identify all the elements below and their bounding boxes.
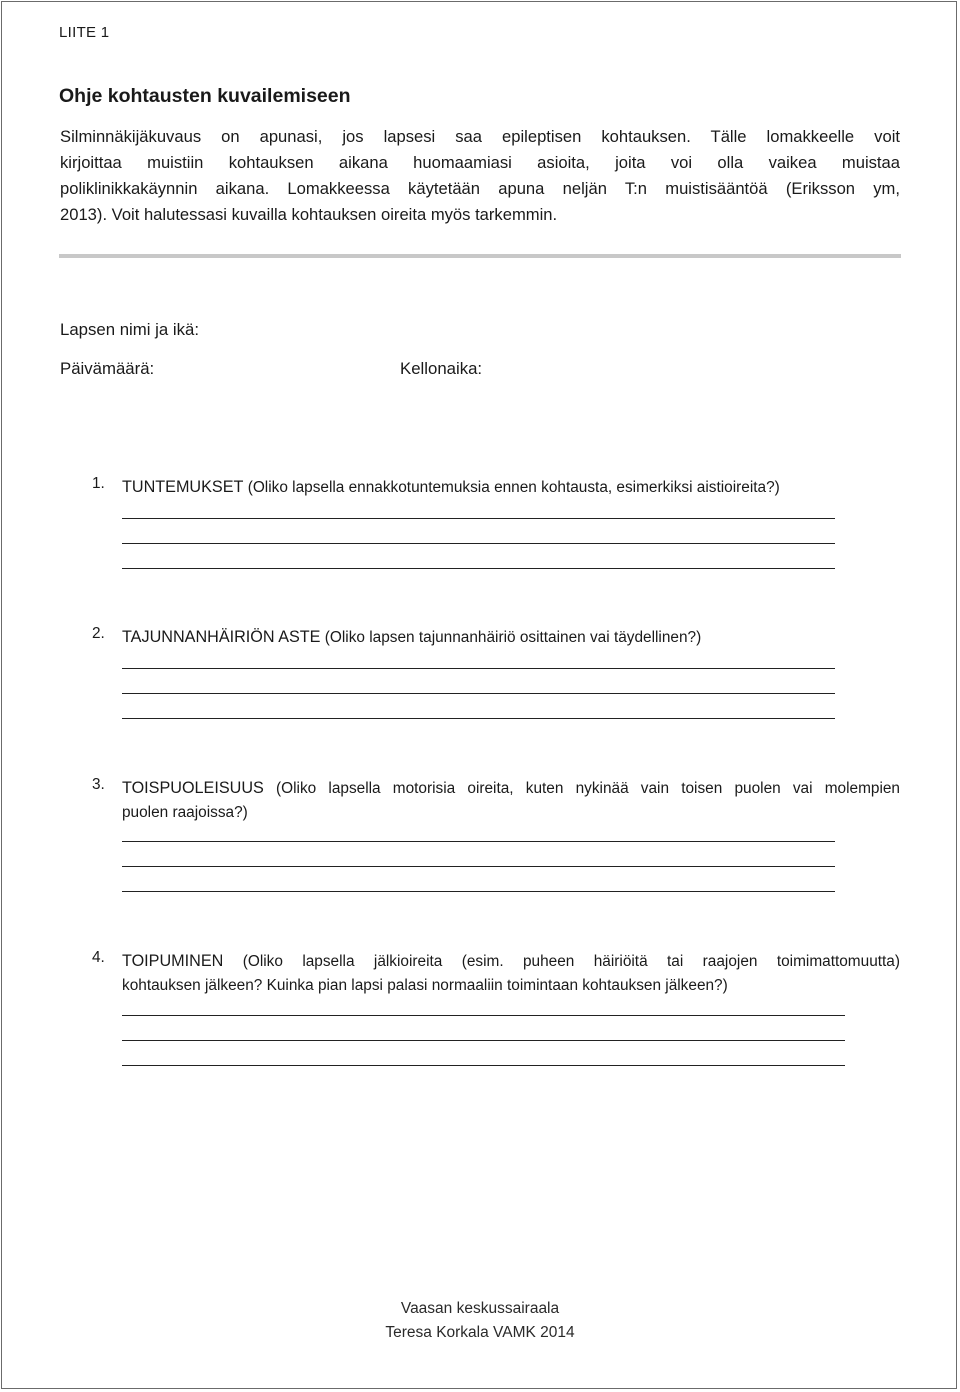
intro-line: poliklinikkakäynnin aikana. Lomakkeessa käytetään apuna neljän T:n muistisääntöä (Eriksson ym,: [60, 179, 900, 198]
answer-line[interactable]: [122, 866, 835, 867]
intro-line: 2013). Voit halutessasi kuvailla kohtauksen oireita myös tarkemmin.: [60, 205, 558, 224]
question-number: 3.: [92, 776, 105, 793]
answer-line[interactable]: [122, 543, 835, 544]
answer-line[interactable]: [122, 1015, 845, 1016]
appendix-label: LIITE 1: [59, 24, 110, 41]
question-4: [122, 949, 900, 998]
question-heading: TUNTEMUKSET: [122, 478, 244, 496]
intro-line: kirjoittaa muistiin kohtauksen aikana huomaamiasi asioita, joita voi olla vaikea muistaa: [60, 153, 900, 172]
question-prompt: (Oliko lapsella motorisia oireita, kuten nykinää vain toisen puolen vai molempien: [276, 780, 900, 797]
question-number: 2.: [92, 625, 105, 642]
question-heading: TOIPUMINEN: [122, 952, 224, 970]
question-3: [122, 776, 900, 825]
answer-line[interactable]: [122, 1040, 845, 1041]
question-prompt: (Oliko lapsen tajunnanhäiriö osittainen vai täydellinen?): [324, 629, 702, 646]
section-divider: [59, 254, 901, 258]
question-number: 4.: [92, 949, 105, 966]
question-prompt: (Oliko lapsella jälkioireita (esim. puheen häiriöitä tai raajojen toimimattomuutta): [242, 953, 900, 970]
child-name-label: Lapsen nimi ja ikä:: [60, 320, 199, 339]
answer-line[interactable]: [122, 668, 835, 669]
time-label: Kellonaika:: [400, 359, 483, 378]
question-1: [122, 475, 902, 500]
question-prompt: puolen raajoissa?): [122, 804, 248, 821]
intro-line: Silminnäkijäkuvaus on apunasi, jos lapsesi saa epileptisen kohtauksen. Tälle lomakkeelle voit: [60, 127, 900, 146]
intro-paragraph: [60, 124, 900, 228]
answer-line[interactable]: [122, 693, 835, 694]
question-line: [122, 776, 900, 801]
question-number: 1.: [92, 475, 105, 492]
question-heading: TOISPUOLEISUUS: [122, 779, 264, 797]
answer-line[interactable]: [122, 891, 835, 892]
answer-line[interactable]: [122, 841, 835, 842]
question-2: [122, 625, 902, 650]
question-heading: TAJUNNANHÄIRIÖN ASTE: [122, 628, 321, 646]
answer-line[interactable]: [122, 1065, 845, 1066]
answer-line[interactable]: [122, 718, 835, 719]
question-line: [122, 949, 900, 974]
answer-line[interactable]: [122, 518, 835, 519]
date-label: Päivämäärä:: [60, 359, 155, 378]
answer-line[interactable]: [122, 568, 835, 569]
question-prompt: (Oliko lapsella ennakkotuntemuksia ennen kohtausta, esimerkiksi aistioireita?): [247, 479, 780, 496]
footer-author: Teresa Korkala VAMK 2014: [385, 1324, 575, 1341]
footer-organization: Vaasan keskussairaala: [400, 1300, 560, 1317]
document-title: Ohje kohtausten kuvailemiseen: [59, 85, 351, 107]
question-prompt: kohtauksen jälkeen? Kuinka pian lapsi palasi normaaliin toimintaan kohtauksen jälkeen?): [122, 977, 728, 994]
